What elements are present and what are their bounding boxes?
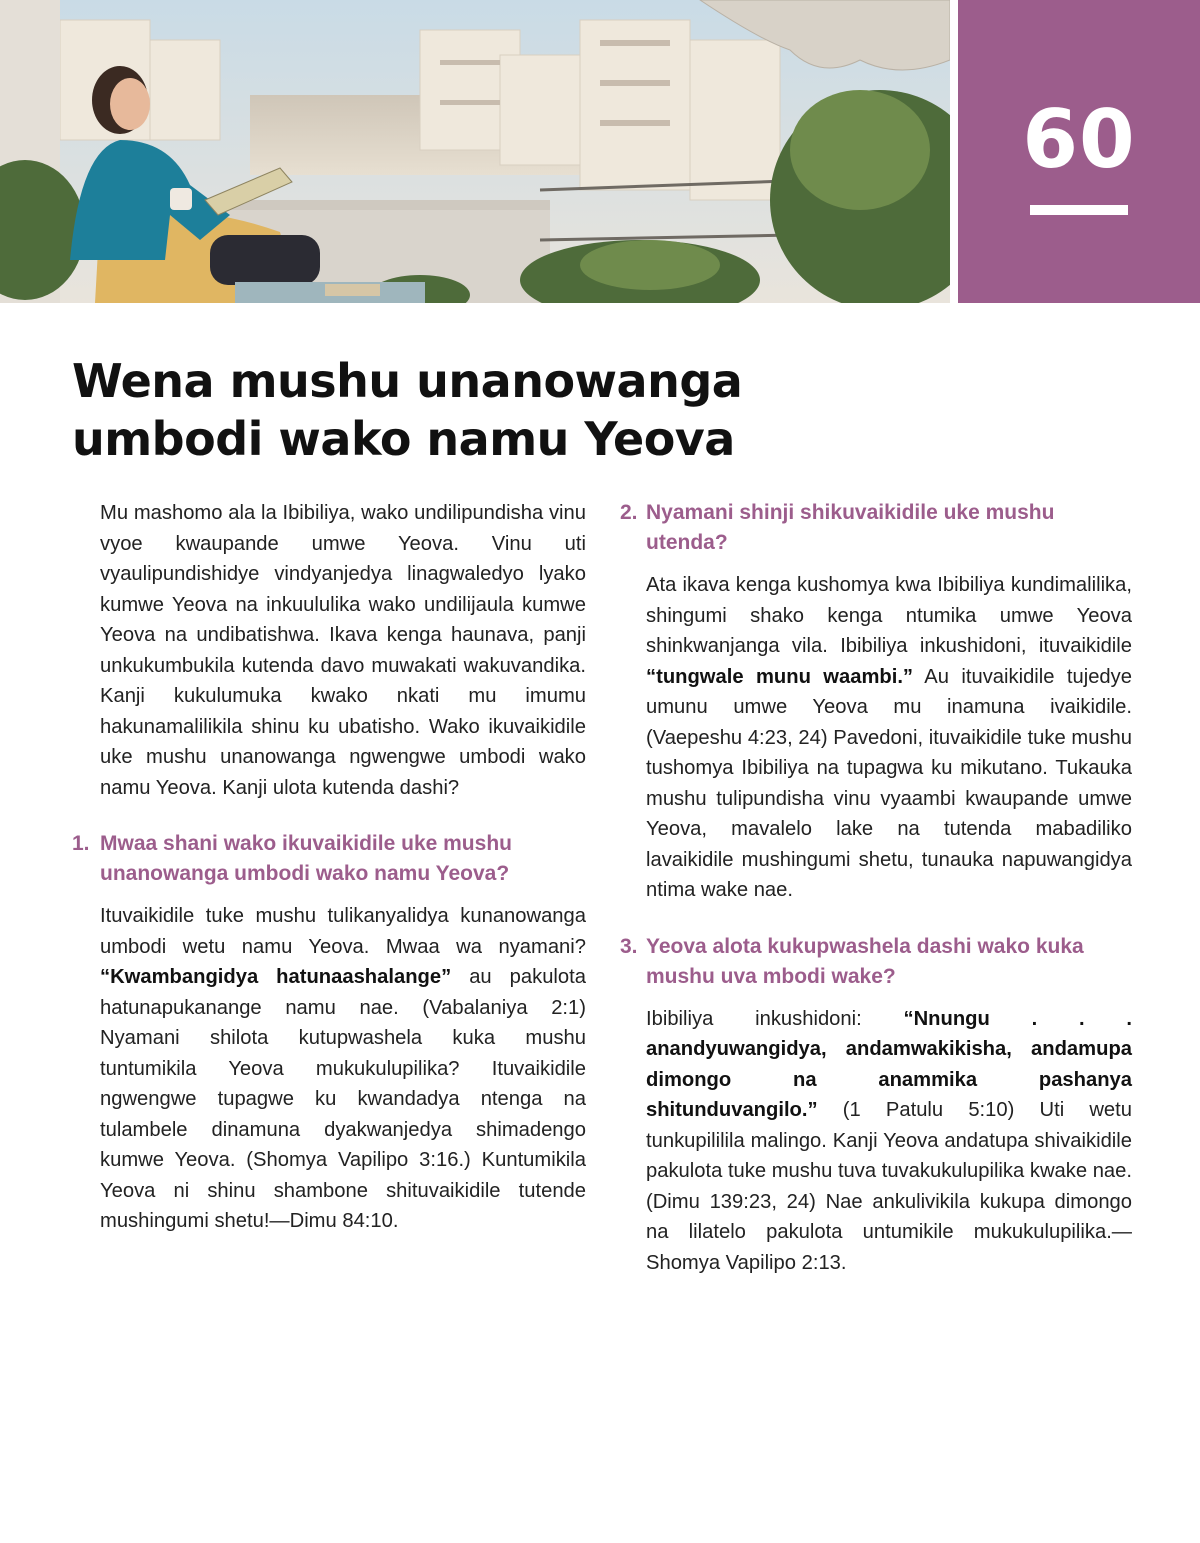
- answer-2-text-b: Au ituvaikidile tujedye umunu umwe Yeova mu inamuna ivaikidile. (Vaepeshu 4:23, 24) Pavedoni, ituvaikidile tuke mushu tushomya Ibibiliya na tupagwa ku mikutano. Tukauka mushu tulipundisha vinu vyaambi kwaupande umwe Yeova, mavalelo lake na tutenda mabadiliko lavaikidile mushingumi shetu, tunauka napuwangidya ntima wake nae.: [646, 665, 1132, 901]
- answer-3-text-b: (1 Patulu 5:10) Uti wetu tunkupilililа malingo. Kanji Yeova andatupa shivaikidile pakulota tuke mushu tuva tuvakukulupilika kwake nae. (Dimu 139:23, 24) Nae ankulivikila kukupa dimongo na lilatelo pakulota untumikile mukukulupilika.—Shomya Vapilipo 2:13.: [646, 1099, 1132, 1274]
- hero-photo: [0, 0, 950, 303]
- question-1-number: 1.: [72, 832, 90, 855]
- lesson-number-underline: [1030, 205, 1128, 215]
- question-3-number: 3.: [620, 934, 638, 958]
- answer-2-bold: “tungwale munu waambi.”: [646, 665, 914, 688]
- lesson-title: [72, 352, 832, 468]
- lesson-title-line2: umbodi wako namu Yeova: [72, 412, 735, 466]
- answer-1-text-a: Ituvaikidile tuke mushu tulikanyalidya kunanowanga umbodi wetu namu Yeova. Mwaa wa nyamani?: [100, 905, 586, 958]
- lesson-title-line1: Wena mushu unanowanga: [72, 354, 743, 408]
- question-2-number: 2.: [620, 501, 638, 524]
- right-column: [620, 498, 1132, 1278]
- question-3: [620, 932, 1132, 992]
- answer-3-text-a: Ibibiliya inkushidoni:: [646, 1007, 904, 1030]
- answer-3-paragraph: [620, 1004, 1132, 1279]
- question-2: [620, 498, 1132, 558]
- answer-3-bold: “Nnungu . . . anandyuwangidya, andamwakikisha, andamupa dimongo na anammika pashanya shitunduvangilo.”: [646, 1007, 1132, 1121]
- question-2-text: Nyamani shinji shikuvaikidile uke mushu utenda?: [646, 501, 1055, 554]
- lesson-number-box: [958, 0, 1200, 303]
- answer-2-text-a: Ata ikava kenga kushomya kwa Ibibiliya kundimalilika, shingumi shako kenga ntumika umwe Yeova shinkwanjanga vila. Ibibiliya inkushidoni, ituvaikidile: [646, 574, 1132, 657]
- answer-1-text-b: au pakulota hatunapukanange namu nae. (Vabalaniya 2:1) Nyamani shilota kutupwashela kuka mushu tuntumikila Yeova mukukulupilika? Ituvaikidile ngwengwe tupagwe ku kwandadya ntenga na tulambele dinamuna dyakwanjedya shimadengo kumwe Yeova. (Shomya Vapilipo 3:16.) Kuntumikila Yeova ni shinu shambone shituvaikidile tutende mushingumi shetu!—Dimu 84:10.: [100, 966, 586, 1232]
- answer-2-paragraph: [620, 570, 1132, 906]
- answer-1-bold: “Kwambangidya hatunaashalange”: [100, 966, 452, 988]
- left-column: [72, 498, 586, 1237]
- question-1: [72, 829, 586, 889]
- question-3-text: Yeova alota kukupwashela dashi wako kuka mushu uva mbodi wake?: [646, 934, 1084, 988]
- woman-on-balcony-photo: [0, 0, 950, 303]
- intro-paragraph: Mu mashomo ala la Ibibiliya, wako undilipundisha vinu vyoe kwaupande umwe Yeova. Vinu uti vyaulipundishidye vindyanjedya linagwaledyo lyako kumwe Yeova na inkuululika wako undilijaula kumwe Yeova na undibatishwa. Ikava kenga haunava, panji unkukumbukila kutenda davo muwakati wakuvandika. Kanji kukulumuka kwako nkati mu imumu hakunamalilikila shinu ku ubatisho. Wako ikuvaikidile uke mushu unanowanga ngwengwe umbodi wako namu Yeova. Kanji ulota kutenda dashi?: [100, 502, 586, 799]
- question-1-text: Mwaa shani wako ikuvaikidile uke mushu unanowanga umbodi wako namu Yeova?: [100, 832, 512, 885]
- lesson-number: 60: [1022, 93, 1136, 186]
- answer-1-paragraph: [72, 901, 586, 1237]
